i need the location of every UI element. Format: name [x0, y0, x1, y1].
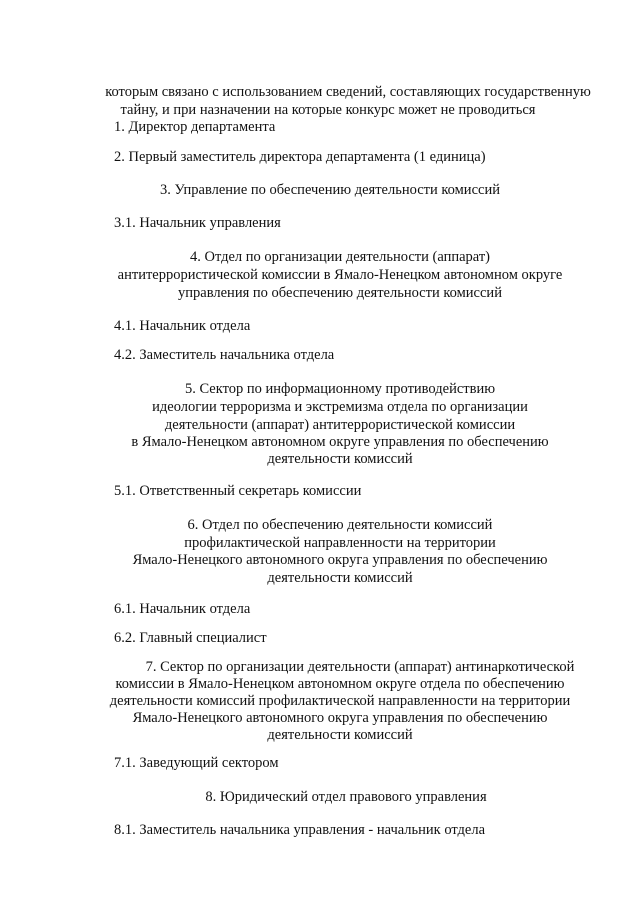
section-heading-3: 3. Управление по обеспечению деятельности комиссий — [160, 182, 500, 198]
section-heading-4-line-2: антитеррористической комиссии в Ямало-Ненецком автономном округе — [117, 267, 563, 283]
list-item-8-1: 8.1. Заместитель начальника управления - начальник отдела — [114, 822, 486, 838]
list-item-4-2: 4.2. Заместитель начальника отдела — [114, 347, 335, 363]
list-item-6-2: 6.2. Главный специалист — [114, 630, 267, 646]
section-heading-7-line-2: комиссии в Ямало-Ненецком автономном округе отдела по обеспечению — [115, 676, 565, 692]
section-heading-4-line-1: 4. Отдел по организации деятельности (аппарат) — [189, 249, 491, 265]
section-heading-6-line-3: Ямало-Ненецкого автономного округа управления по обеспечению — [132, 552, 548, 568]
section-heading-5-line-4: в Ямало-Ненецком автономном округе управления по обеспечению — [131, 434, 549, 450]
intro-line-1: которым связано с использованием сведений, составляющих государственную — [105, 84, 591, 100]
intro-line-2: тайну, и при назначении на которые конкурс может не проводиться — [120, 102, 536, 118]
list-item-4-1: 4.1. Начальник отдела — [114, 318, 251, 334]
list-item-2: 2. Первый заместитель директора департамента (1 единица) — [114, 149, 486, 165]
section-heading-7-line-5: деятельности комиссий — [267, 727, 413, 743]
section-heading-7-line-1: 7. Сектор по организации деятельности (аппарат) антинаркотической — [145, 659, 575, 675]
list-item-6-1: 6.1. Начальник отдела — [114, 601, 251, 617]
section-heading-6-line-4: деятельности комиссий — [267, 570, 413, 586]
list-item-3-1: 3.1. Начальник управления — [114, 215, 281, 231]
section-heading-7-line-3: деятельности комиссий профилактической направленности на территории — [109, 693, 571, 709]
section-heading-6-line-2: профилактической направленности на территории — [184, 535, 496, 551]
section-heading-5-line-1: 5. Сектор по информационному противодействию — [184, 381, 496, 397]
list-item-5-1: 5.1. Ответственный секретарь комиссии — [114, 483, 362, 499]
list-item-7-1: 7.1. Заведующий сектором — [114, 755, 279, 771]
section-heading-7-line-4: Ямало-Ненецкого автономного округа управления по обеспечению — [132, 710, 548, 726]
section-heading-4-line-3: управления по обеспечению деятельности комиссий — [178, 285, 502, 301]
section-heading-6-line-1: 6. Отдел по обеспечению деятельности комиссий — [187, 517, 493, 533]
section-heading-5-line-2: идеологии терроризма и экстремизма отдела по организации — [152, 399, 528, 415]
section-heading-5-line-5: деятельности комиссий — [267, 451, 413, 467]
section-heading-5-line-3: деятельности (аппарат) антитеррористической комиссии — [164, 417, 516, 433]
list-item-1: 1. Директор департамента — [114, 119, 276, 135]
section-heading-8: 8. Юридический отдел правового управления — [205, 789, 487, 805]
